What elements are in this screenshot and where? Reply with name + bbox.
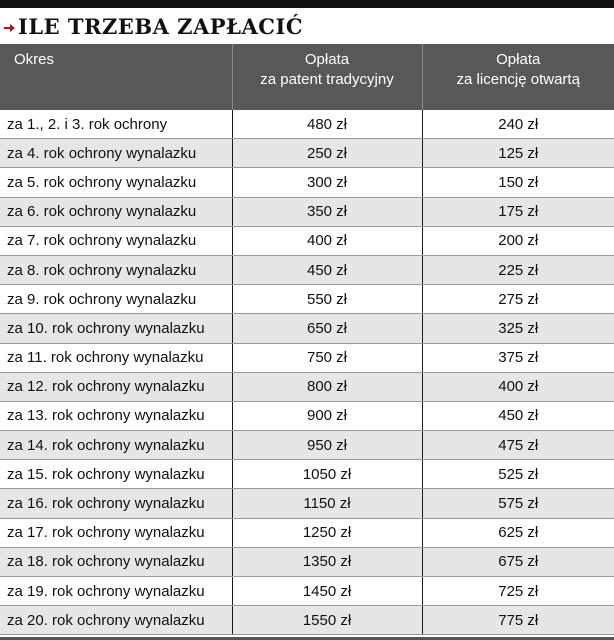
table-row xyxy=(0,518,614,547)
cell-open-license-fee: 625 zł xyxy=(422,518,614,547)
cell-traditional-fee: 1450 zł xyxy=(232,577,422,606)
table-header-row xyxy=(0,44,614,110)
cell-open-license-fee: 450 zł xyxy=(422,401,614,430)
table-row xyxy=(0,314,614,343)
cell-period: za 9. rok ochrony wynalazku xyxy=(0,285,232,314)
column-header-open-license-line1: Opłata xyxy=(496,51,541,68)
cell-period: za 7. rok ochrony wynalazku xyxy=(0,226,232,255)
cell-period: za 8. rok ochrony wynalazku xyxy=(0,255,232,284)
cell-period: za 13. rok ochrony wynalazku xyxy=(0,401,232,430)
cell-traditional-fee: 450 zł xyxy=(232,255,422,284)
cell-period: za 6. rok ochrony wynalazku xyxy=(0,197,232,226)
cell-traditional-fee: 250 zł xyxy=(232,139,422,168)
cell-open-license-fee: 225 zł xyxy=(422,255,614,284)
cell-traditional-fee: 950 zł xyxy=(232,431,422,460)
cell-traditional-fee: 480 zł xyxy=(232,110,422,139)
cell-open-license-fee: 775 zł xyxy=(422,606,614,635)
column-header-period xyxy=(0,44,232,110)
cell-open-license-fee: 725 zł xyxy=(422,577,614,606)
table-row xyxy=(0,226,614,255)
cell-traditional-fee: 900 zł xyxy=(232,401,422,430)
cell-traditional-fee: 650 zł xyxy=(232,314,422,343)
table-row xyxy=(0,460,614,489)
top-rule xyxy=(0,0,614,8)
cell-open-license-fee: 375 zł xyxy=(422,343,614,372)
table-row xyxy=(0,606,614,635)
table-row xyxy=(0,577,614,606)
cell-traditional-fee: 350 zł xyxy=(232,197,422,226)
table-row xyxy=(0,343,614,372)
cell-traditional-fee: 1150 zł xyxy=(232,489,422,518)
table-row xyxy=(0,285,614,314)
cell-period: za 19. rok ochrony wynalazku xyxy=(0,577,232,606)
table-row xyxy=(0,110,614,139)
cell-open-license-fee: 325 zł xyxy=(422,314,614,343)
cell-period: za 16. rok ochrony wynalazku xyxy=(0,489,232,518)
cell-period: za 18. rok ochrony wynalazku xyxy=(0,547,232,576)
cell-traditional-fee: 300 zł xyxy=(232,168,422,197)
title-row xyxy=(0,8,614,44)
table-row xyxy=(0,139,614,168)
cell-open-license-fee: 200 zł xyxy=(422,226,614,255)
arrow-right-icon xyxy=(4,21,16,33)
cell-open-license-fee: 150 zł xyxy=(422,168,614,197)
page-title: ILE TRZEBA ZAPŁACIĆ xyxy=(18,13,304,39)
column-header-traditional-line1: Opłata xyxy=(304,51,350,68)
cell-period: za 4. rok ochrony wynalazku xyxy=(0,139,232,168)
cell-open-license-fee: 400 zł xyxy=(422,372,614,401)
column-header-open-license-line2: za licencję otwartą xyxy=(456,71,580,88)
table-row xyxy=(0,547,614,576)
cell-open-license-fee: 240 zł xyxy=(422,110,614,139)
table-row xyxy=(0,197,614,226)
cell-period: za 20. rok ochrony wynalazku xyxy=(0,606,232,635)
cell-traditional-fee: 1050 zł xyxy=(232,460,422,489)
cell-period: za 5. rok ochrony wynalazku xyxy=(0,168,232,197)
cell-period: za 11. rok ochrony wynalazku xyxy=(0,343,232,372)
cell-period: za 17. rok ochrony wynalazku xyxy=(0,518,232,547)
table-row xyxy=(0,168,614,197)
column-header-period-label: Okres xyxy=(14,51,55,68)
cell-open-license-fee: 475 zł xyxy=(422,431,614,460)
table-row xyxy=(0,401,614,430)
cell-traditional-fee: 750 zł xyxy=(232,343,422,372)
cell-open-license-fee: 525 zł xyxy=(422,460,614,489)
cell-period: za 1., 2. i 3. rok ochrony xyxy=(0,110,232,139)
cell-traditional-fee: 1250 zł xyxy=(232,518,422,547)
cell-open-license-fee: 175 zł xyxy=(422,197,614,226)
column-header-traditional xyxy=(232,44,422,110)
cell-traditional-fee: 550 zł xyxy=(232,285,422,314)
cell-open-license-fee: 575 zł xyxy=(422,489,614,518)
column-header-traditional-line2: za patent tradycyjny xyxy=(260,71,394,88)
cell-traditional-fee: 800 zł xyxy=(232,372,422,401)
table-row xyxy=(0,489,614,518)
cell-traditional-fee: 1350 zł xyxy=(232,547,422,576)
cell-period: za 14. rok ochrony wynalazku xyxy=(0,431,232,460)
cell-period: za 15. rok ochrony wynalazku xyxy=(0,460,232,489)
table-row xyxy=(0,255,614,284)
cell-traditional-fee: 1550 zł xyxy=(232,606,422,635)
cell-open-license-fee: 675 zł xyxy=(422,547,614,576)
table-row xyxy=(0,372,614,401)
table-row xyxy=(0,431,614,460)
cell-traditional-fee: 400 zł xyxy=(232,226,422,255)
cell-period: za 12. rok ochrony wynalazku xyxy=(0,372,232,401)
column-header-open-license xyxy=(422,44,614,110)
cell-period: za 10. rok ochrony wynalazku xyxy=(0,314,232,343)
fees-table xyxy=(0,44,614,635)
cell-open-license-fee: 125 zł xyxy=(422,139,614,168)
cell-open-license-fee: 275 zł xyxy=(422,285,614,314)
